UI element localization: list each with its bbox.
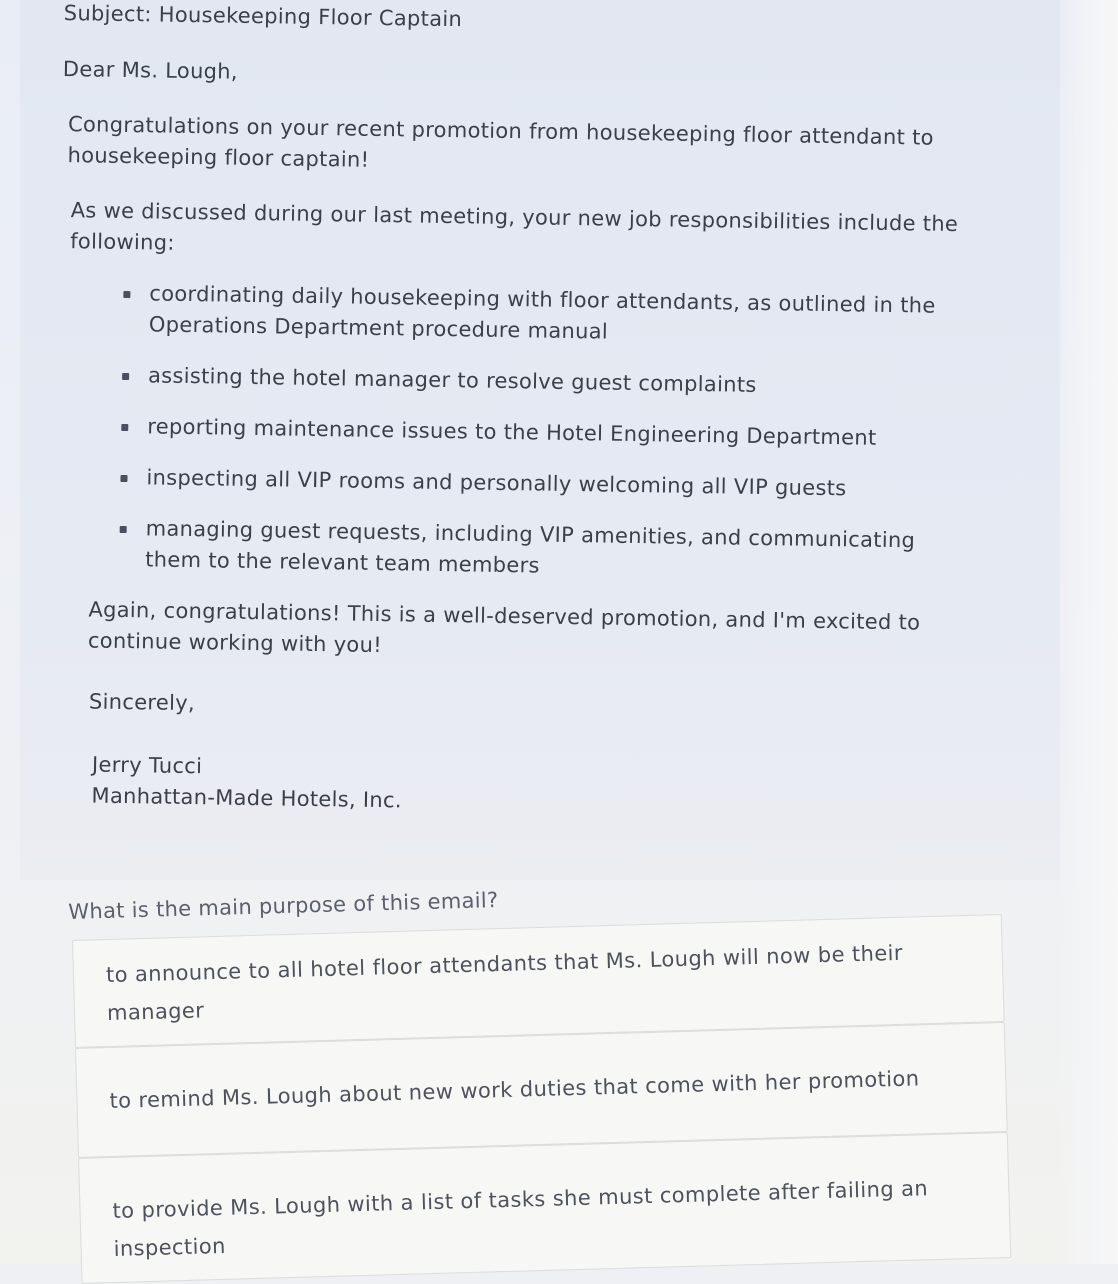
list-item bbox=[147, 411, 967, 455]
answer-option-2[interactable]: to remind Ms. Lough about new work duties that come with her promotion bbox=[75, 1022, 1008, 1158]
list-item bbox=[149, 278, 970, 353]
list-item bbox=[145, 513, 966, 588]
answer-option-3[interactable]: to provide Ms. Lough with a list of tasks she must complete after failing an inspection bbox=[78, 1132, 1011, 1284]
email-body bbox=[51, 0, 1024, 826]
bullet-icon bbox=[120, 475, 127, 482]
bullet-icon bbox=[121, 424, 128, 431]
subject-label: Subject: bbox=[63, 0, 152, 27]
duty-text: assisting the hotel manager to resolve guest complaints bbox=[147, 363, 757, 397]
screen-edge bbox=[1058, 0, 1118, 1264]
quiz-question: What is the main purpose of this email? bbox=[68, 887, 499, 924]
duty-text: reporting maintenance issues to the Hotel Engineering Department bbox=[147, 414, 877, 450]
answer-options bbox=[72, 914, 1011, 1284]
sender-name: Jerry Tucci bbox=[91, 752, 203, 779]
duties-list bbox=[55, 277, 1020, 589]
sender-company: Manhattan-Made Hotels, Inc. bbox=[91, 783, 403, 813]
duty-text: inspecting all VIP rooms and personally welcoming all VIP guests bbox=[146, 465, 847, 501]
list-item bbox=[146, 462, 966, 506]
bullet-icon bbox=[122, 373, 129, 380]
list-item bbox=[148, 360, 968, 404]
email-panel bbox=[20, 0, 1060, 880]
email-sign-off: Sincerely, bbox=[88, 689, 196, 716]
email-subject-line bbox=[63, 0, 1023, 47]
email-paragraph-congrats: Congratulations on your recent promotion from housekeeping floor attendant to housekeeping floor captain! bbox=[67, 112, 934, 172]
email-paragraph-responsibilities: As we discussed during our last meeting, your new job responsibilities include the following: bbox=[70, 198, 959, 255]
answer-option-1[interactable]: to announce to all hotel floor attendants that Ms. Lough will now be their manager bbox=[72, 914, 1005, 1048]
bullet-icon bbox=[120, 526, 127, 533]
bullet-icon bbox=[123, 291, 130, 298]
email-greeting: Dear Ms. Lough, bbox=[62, 56, 239, 84]
email-signature bbox=[91, 750, 1012, 826]
duty-text: coordinating daily housekeeping with floor attendants, as outlined in the Operations Department procedure manual bbox=[148, 281, 936, 344]
email-closing: Again, congratulations! This is a well-deserved promotion, and I'm excited to continue working with you! bbox=[87, 597, 921, 658]
subject-text: Housekeeping Floor Captain bbox=[158, 2, 463, 32]
duty-text: managing guest requests, including VIP amenities, and communicating them to the relevant team members bbox=[145, 516, 916, 578]
